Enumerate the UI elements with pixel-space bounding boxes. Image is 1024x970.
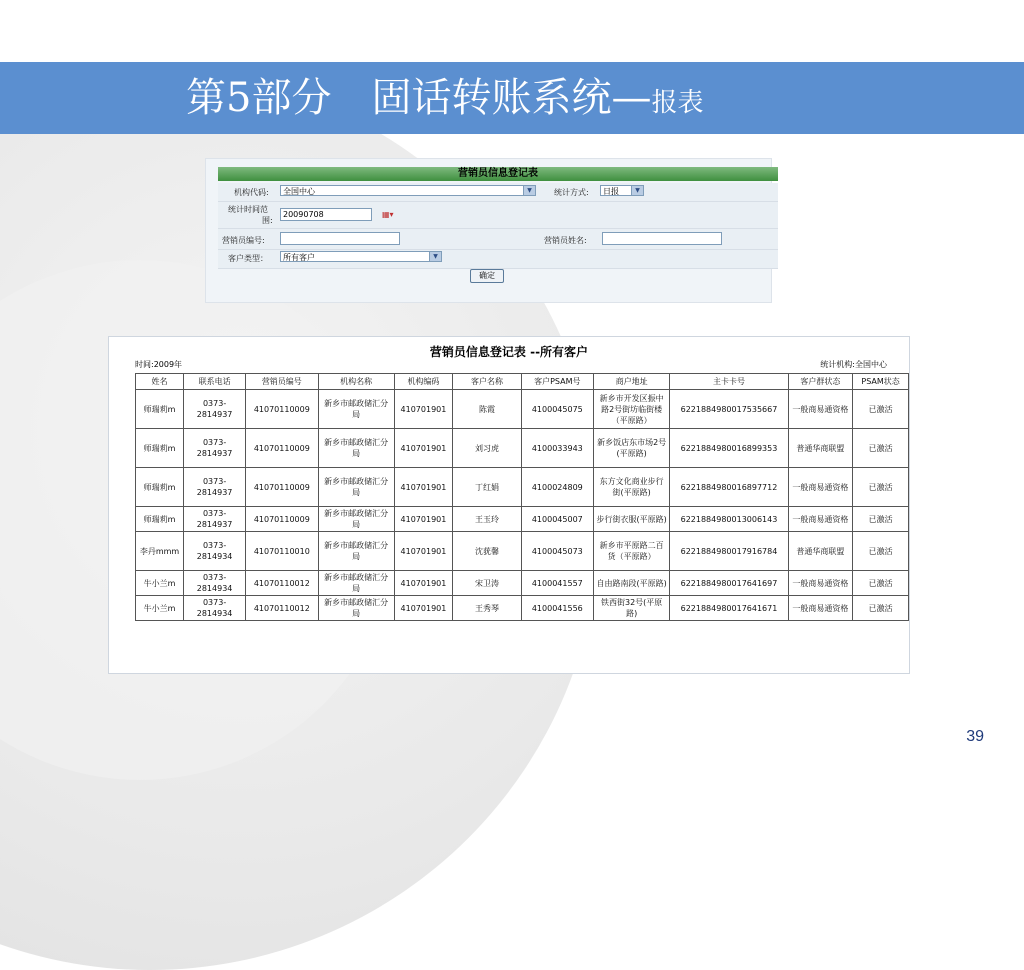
table-cell: 6221884980017641697	[670, 571, 788, 596]
table-cell: 普通华商联盟	[788, 532, 853, 571]
table-cell: 410701901	[394, 596, 453, 621]
column-header: 客户PSAM号	[521, 374, 593, 390]
table-cell: 一般商易通资格	[788, 468, 853, 507]
column-header: 机构名称	[318, 374, 394, 390]
table-cell: 新乡市邮政储汇分局	[318, 390, 394, 429]
column-header: 商户地址	[593, 374, 669, 390]
org-code-value: 全国中心	[283, 187, 315, 196]
slide-title-small: 报表	[651, 88, 704, 118]
table-cell: 新乡饭店东市场2号(平原路)	[593, 429, 669, 468]
table-cell: 0373-2814934	[184, 532, 246, 571]
table-cell: 6221884980017535667	[670, 390, 788, 429]
slide-title-main: 第5部分 固话转账系统—	[186, 75, 652, 121]
column-header: PSAM状态	[853, 374, 909, 390]
table-cell: 410701901	[394, 390, 453, 429]
table-cell: 0373-2814937	[184, 390, 246, 429]
confirm-button[interactable]: 确定	[470, 269, 504, 283]
table-cell: 41070110009	[246, 507, 318, 532]
table-cell: 东方文化商业步行街(平原路)	[593, 468, 669, 507]
table-cell: 已激活	[853, 390, 909, 429]
chevron-down-icon[interactable]: ▼	[523, 186, 535, 195]
sales-name-label: 营销员姓名:	[544, 236, 587, 245]
table-cell: 6221884980017916784	[670, 532, 788, 571]
column-header: 联系电话	[184, 374, 246, 390]
table-cell: 41070110012	[246, 596, 318, 621]
sales-name-input[interactable]	[602, 232, 722, 245]
table-cell: 41070110010	[246, 532, 318, 571]
table-cell: 新乡市邮政储汇分局	[318, 429, 394, 468]
table-row	[136, 468, 909, 507]
chevron-down-icon[interactable]: ▼	[631, 186, 643, 195]
column-header: 客户名称	[453, 374, 521, 390]
table-cell: 新乡市开发区振中路2号街坊临街楼（平原路）	[593, 390, 669, 429]
table-cell: 牛小兰m	[136, 596, 184, 621]
table-cell: 丁红娟	[453, 468, 521, 507]
table-cell: 铁西街32号(平原路)	[593, 596, 669, 621]
stat-mode-label: 统计方式:	[554, 188, 589, 197]
table-cell: 410701901	[394, 571, 453, 596]
table-cell: 41070110012	[246, 571, 318, 596]
table-cell: 宋卫涛	[453, 571, 521, 596]
table-cell: 41070110009	[246, 468, 318, 507]
chevron-down-icon[interactable]: ▼	[429, 252, 441, 261]
table-cell: 4100045007	[521, 507, 593, 532]
org-code-select[interactable]	[280, 185, 536, 196]
slide-title	[186, 68, 703, 128]
table-cell: 新乡市邮政储汇分局	[318, 596, 394, 621]
table-cell: 一般商易通资格	[788, 390, 853, 429]
column-header: 姓名	[136, 374, 184, 390]
table-cell: 410701901	[394, 507, 453, 532]
table-cell: 4100033943	[521, 429, 593, 468]
table-cell: 4100041557	[521, 571, 593, 596]
table-cell: 新乡市邮政储汇分局	[318, 532, 394, 571]
table-cell: 新乡市邮政储汇分局	[318, 507, 394, 532]
table-cell: 新乡市邮政储汇分局	[318, 468, 394, 507]
table-cell: 步行街衣服(平原路)	[593, 507, 669, 532]
table-row	[136, 507, 909, 532]
table-cell: 6221884980016899353	[670, 429, 788, 468]
table-cell: 0373-2814937	[184, 429, 246, 468]
report-title: 营销员信息登记表 --所有客户	[429, 345, 589, 359]
table-cell: 已激活	[853, 596, 909, 621]
table-cell: 刘习虎	[453, 429, 521, 468]
table-cell: 一般商易通资格	[788, 507, 853, 532]
report-time: 时间:2009年	[135, 360, 183, 369]
column-header: 客户群状态	[788, 374, 853, 390]
table-cell: 王秀琴	[453, 596, 521, 621]
table-cell: 4100045073	[521, 532, 593, 571]
form-header: 营销员信息登记表	[218, 167, 778, 181]
table-cell: 师瑞莉m	[136, 390, 184, 429]
table-cell: 陈霞	[453, 390, 521, 429]
customer-type-label: 客户类型：	[228, 254, 268, 263]
column-header: 机构编码	[394, 374, 453, 390]
stat-mode-value: 日报	[603, 187, 619, 196]
customer-type-select[interactable]	[280, 251, 442, 262]
table-cell: 已激活	[853, 571, 909, 596]
table-cell: 王玉玲	[453, 507, 521, 532]
table-cell: 新乡市平原路二百货（平原路）	[593, 532, 669, 571]
table-cell: 6221884980013006143	[670, 507, 788, 532]
calendar-icon[interactable]: ▦▾	[382, 210, 394, 219]
column-header: 营销员编号	[246, 374, 318, 390]
table-cell: 已激活	[853, 468, 909, 507]
page-number: 39	[966, 728, 984, 745]
time-range-label-2: 围:	[262, 216, 273, 225]
column-header: 主卡卡号	[670, 374, 788, 390]
table-cell: 41070110009	[246, 390, 318, 429]
query-form-panel	[205, 158, 772, 303]
table-cell: 师瑞莉m	[136, 507, 184, 532]
sales-id-input[interactable]	[280, 232, 400, 245]
table-cell: 已激活	[853, 507, 909, 532]
report-panel	[108, 336, 910, 674]
table-cell: 410701901	[394, 429, 453, 468]
time-range-label: 统计时间范	[228, 205, 268, 214]
table-row	[136, 571, 909, 596]
table-cell: 6221884980016897712	[670, 468, 788, 507]
table-cell: 41070110009	[246, 429, 318, 468]
table-body	[136, 390, 909, 621]
table-header-row	[136, 374, 909, 390]
table-row	[136, 390, 909, 429]
table-cell: 一般商易通资格	[788, 571, 853, 596]
table-cell: 0373-2814937	[184, 507, 246, 532]
table-row	[136, 429, 909, 468]
table-cell: 师瑞莉m	[136, 429, 184, 468]
table-cell: 0373-2814934	[184, 596, 246, 621]
customer-type-value: 所有客户	[283, 253, 315, 262]
table-cell: 4100024809	[521, 468, 593, 507]
report-org: 统计机构:全国中心	[820, 360, 887, 369]
table-cell: 4100045075	[521, 390, 593, 429]
table-row	[136, 596, 909, 621]
table-cell: 普通华商联盟	[788, 429, 853, 468]
report-table	[135, 373, 909, 621]
table-cell: 6221884980017641671	[670, 596, 788, 621]
stat-mode-select[interactable]	[600, 185, 644, 196]
table-cell: 李丹mmm	[136, 532, 184, 571]
table-cell: 4100041556	[521, 596, 593, 621]
table-cell: 牛小兰m	[136, 571, 184, 596]
time-range-input[interactable]: 20090708	[280, 208, 372, 221]
table-cell: 410701901	[394, 532, 453, 571]
table-cell: 已激活	[853, 532, 909, 571]
table-cell: 师瑞莉m	[136, 468, 184, 507]
table-cell: 新乡市邮政储汇分局	[318, 571, 394, 596]
table-row	[136, 532, 909, 571]
table-cell: 已激活	[853, 429, 909, 468]
table-cell: 0373-2814937	[184, 468, 246, 507]
table-cell: 一般商易通资格	[788, 596, 853, 621]
table-cell: 自由路南段(平原路)	[593, 571, 669, 596]
table-cell: 沈莸馨	[453, 532, 521, 571]
org-code-label: 机构代码:	[234, 188, 269, 197]
table-cell: 0373-2814934	[184, 571, 246, 596]
sales-id-label: 营销员编号:	[222, 236, 265, 245]
table-cell: 410701901	[394, 468, 453, 507]
